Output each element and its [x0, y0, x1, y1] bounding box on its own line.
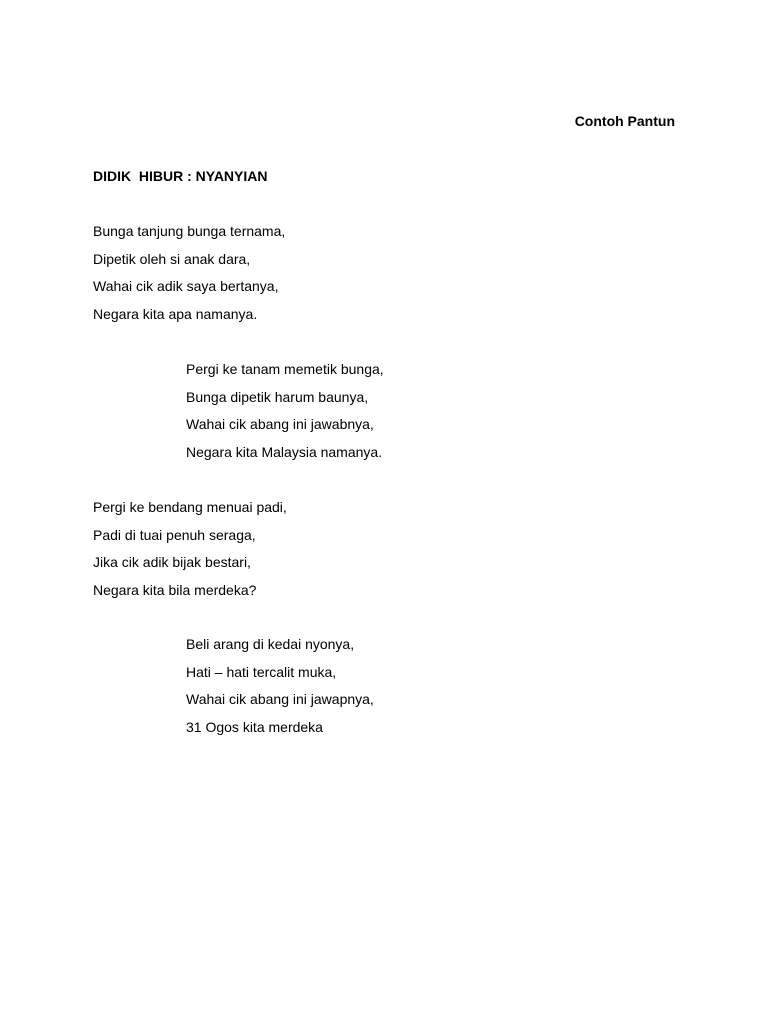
stanza-line: Bunga tanjung bunga ternama,	[93, 223, 286, 239]
section-heading: DIDIK HIBUR : NYANYIAN	[93, 168, 268, 184]
stanza-line: Negara kita apa namanya.	[93, 305, 258, 322]
stanza-line: Hati – hati tercalit muka,	[186, 663, 337, 680]
pantun-stanza-question-1	[93, 223, 285, 333]
document-title: Contoh Pantun	[574, 113, 675, 129]
stanza-line: Wahai cik abang ini jawapnya,	[186, 691, 374, 707]
stanza-line: Wahai cik adik saya bertanya,	[93, 278, 279, 294]
pantun-stanza-question-2	[93, 499, 287, 609]
pantun-stanza-answer-2	[186, 636, 374, 746]
stanza-line: Negara kita Malaysia namanya.	[186, 443, 383, 460]
stanza-line: 31 Ogos kita merdeka	[186, 718, 323, 735]
pantun-stanza-answer-1	[186, 361, 384, 471]
stanza-line: Pergi ke bendang menuai padi,	[93, 499, 287, 515]
stanza-line: Beli arang di kedai nyonya,	[186, 636, 355, 652]
stanza-line: Jika cik adik bijak bestari,	[93, 554, 251, 570]
stanza-line: Padi di tuai penuh seraga,	[93, 526, 256, 543]
stanza-line: Wahai cik abang ini jawabnya,	[186, 416, 374, 432]
stanza-line: Pergi ke tanam memetik bunga,	[186, 361, 384, 377]
stanza-line: Dipetik oleh si anak dara,	[93, 250, 251, 267]
stanza-line: Bunga dipetik harum baunya,	[186, 388, 369, 405]
stanza-line: Negara kita bila merdeka?	[93, 581, 257, 598]
